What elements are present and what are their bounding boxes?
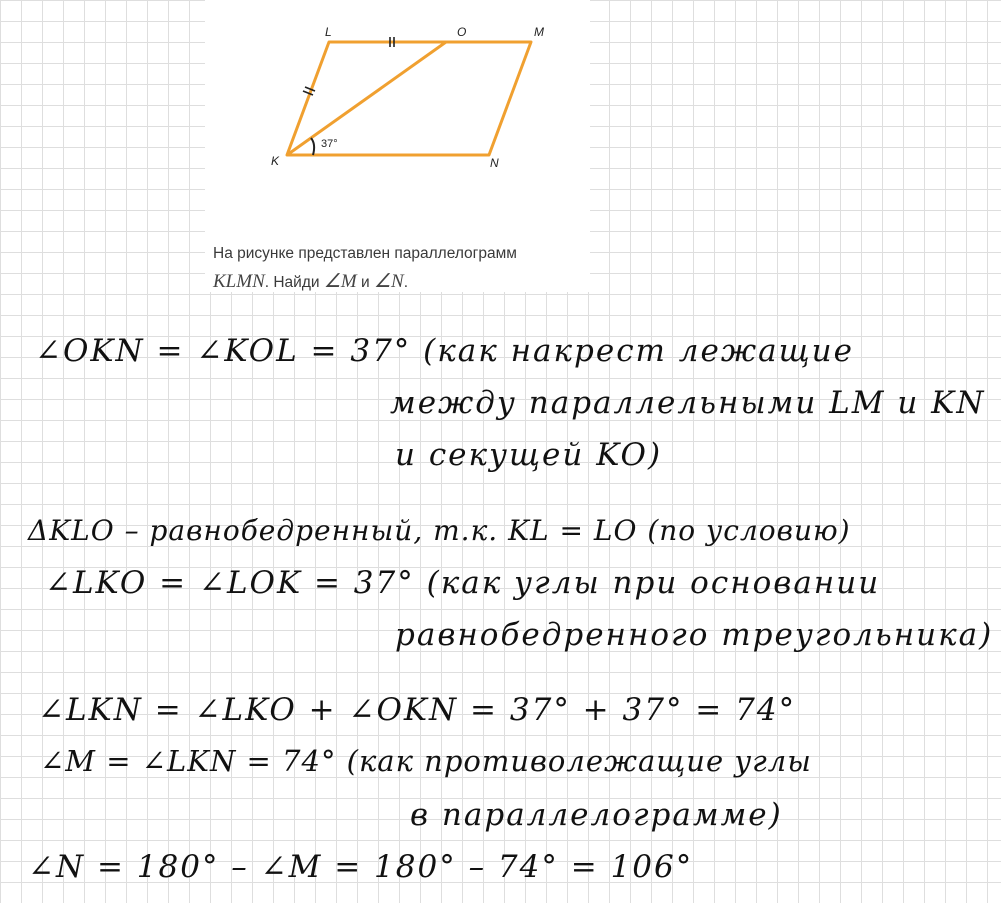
solution-line-2: между параллельными LM и KN: [390, 385, 986, 421]
solution-line-6: равнобедренного треугольника): [395, 617, 994, 653]
segment-ko: [287, 42, 446, 155]
solution-line-4: ΔKLO – равнобедренный, т.к. KL = LO (по условию): [28, 514, 851, 547]
solution-line-3: и секущей KO): [395, 437, 663, 473]
angle-n-symbol: ∠N: [374, 271, 404, 292]
vertex-m-label: M: [534, 25, 544, 39]
vertex-o-label: O: [457, 25, 467, 39]
solution-line-8: ∠M = ∠LKN = 74° (как противолежащие углы: [40, 744, 812, 778]
task-text-part: .: [403, 274, 409, 291]
solution-line-7: ∠LKN = ∠LKO + ∠OKN = 37° + 37° = 74°: [38, 692, 797, 728]
angle-arc: [311, 138, 314, 155]
task-text-part: и: [356, 274, 374, 291]
task-statement: [213, 240, 588, 297]
angle-label: 37°: [321, 138, 338, 150]
vertex-k-label: K: [271, 154, 280, 168]
solution-line-10: ∠N = 180° – ∠M = 180° – 74° = 106°: [28, 849, 694, 885]
task-line-1: На рисунке представлен параллелограмм: [213, 245, 517, 262]
solution-line-9: в параллелограмме): [410, 797, 783, 833]
angle-m-symbol: ∠M: [323, 271, 357, 292]
solution-line-5: ∠LKO = ∠LOK = 37° (как углы при основании: [45, 565, 881, 601]
task-card: [205, 0, 590, 292]
task-text-part: . Найди: [264, 274, 324, 291]
vertex-l-label: L: [325, 25, 332, 39]
parallelogram-figure: [205, 0, 590, 235]
task-line-2: [213, 268, 588, 297]
vertex-n-label: N: [490, 156, 499, 170]
parallelogram-name: KLMN: [213, 271, 265, 292]
solution-line-1: ∠OKN = ∠KOL = 37° (как накрест лежащие: [35, 333, 854, 369]
